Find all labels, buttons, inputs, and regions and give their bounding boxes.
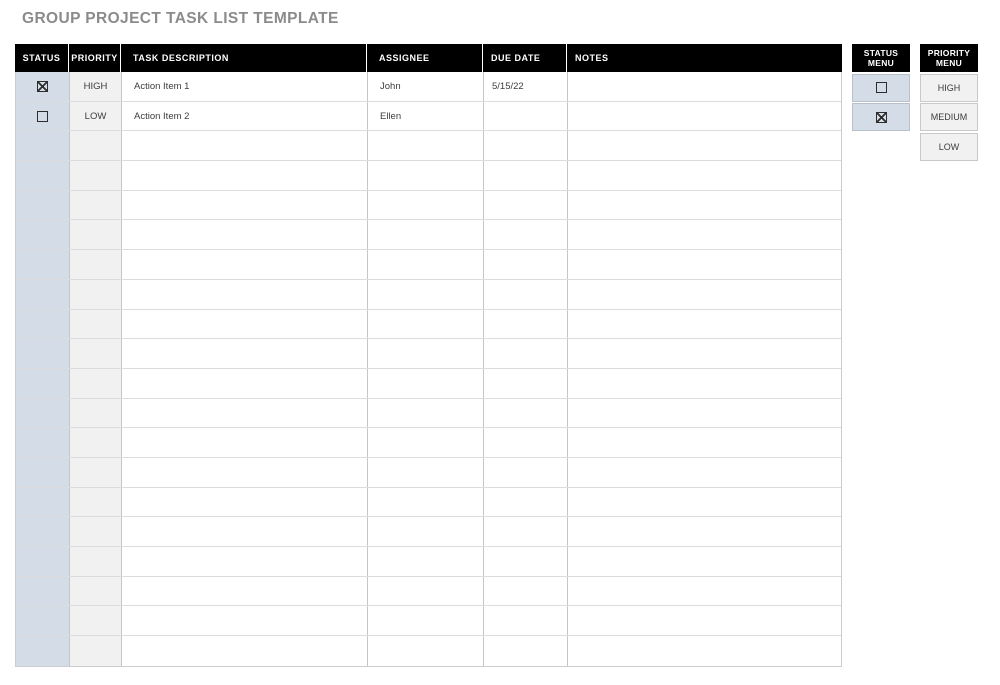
task-description-cell[interactable] [122,161,368,190]
notes-cell[interactable] [568,369,841,398]
status-cell[interactable] [16,369,70,398]
priority-cell[interactable] [70,369,122,398]
table-row [16,488,841,518]
task-description-cell[interactable] [122,250,368,279]
column-header-assignee: ASSIGNEE [367,44,483,72]
status-cell[interactable] [16,636,70,666]
status-cell[interactable] [16,250,70,279]
status-cell[interactable] [16,428,70,457]
table-row [16,606,841,636]
priority-cell[interactable] [70,280,122,309]
due-date-cell[interactable] [484,458,568,487]
priority-cell[interactable] [70,577,122,606]
status-cell[interactable] [16,339,70,368]
task-description-cell[interactable] [122,458,368,487]
notes-cell[interactable] [568,310,841,339]
status-menu-option-checked[interactable] [852,103,910,131]
due-date-cell[interactable] [484,250,568,279]
task-description-cell[interactable] [122,191,368,220]
column-header-notes: NOTES [575,53,609,63]
column-header-due-date: DUE DATE [483,44,567,72]
task-description-cell[interactable]: Action Item 1 [122,72,368,101]
due-date-cell[interactable] [484,577,568,606]
table-row [16,102,841,132]
table-row [16,636,841,666]
status-cell[interactable] [16,310,70,339]
task-description-cell[interactable] [122,547,368,576]
status-cell[interactable] [16,458,70,487]
due-date-cell[interactable] [484,339,568,368]
notes-cell[interactable] [568,280,841,309]
notes-cell[interactable] [568,191,841,220]
assignee-cell[interactable] [368,636,484,666]
status-cell[interactable] [16,606,70,635]
assignee-cell[interactable]: Ellen [368,102,484,131]
status-cell[interactable] [16,191,70,220]
priority-cell[interactable] [70,161,122,190]
table-row [16,458,841,488]
assignee-cell[interactable] [368,458,484,487]
assignee-cell[interactable] [368,428,484,457]
assignee-cell[interactable] [368,577,484,606]
status-menu-header: STATUS MENU [852,44,910,72]
assignee-cell[interactable] [368,369,484,398]
due-date-cell[interactable] [484,488,568,517]
table-row [16,220,841,250]
task-description-cell[interactable] [122,606,368,635]
priority-cell[interactable] [70,339,122,368]
checkbox-unchecked-icon [37,111,48,122]
status-menu [852,44,910,131]
due-date-cell[interactable] [484,606,568,635]
task-description-cell[interactable] [122,310,368,339]
status-cell[interactable] [16,488,70,517]
task-description-cell[interactable] [122,280,368,309]
status-cell[interactable] [16,280,70,309]
column-header-status: STATUS [15,44,69,72]
priority-cell[interactable] [70,458,122,487]
table-row [16,280,841,310]
table-row [16,399,841,429]
assignee-cell[interactable]: John [368,72,484,101]
task-description-cell[interactable] [122,399,368,428]
notes-cell[interactable] [568,250,841,279]
assignee-cell[interactable] [368,339,484,368]
notes-cell[interactable] [568,636,841,666]
notes-cell[interactable] [568,102,841,131]
table-row [16,131,841,161]
table-row [16,72,841,102]
notes-cell[interactable] [568,488,841,517]
notes-cell[interactable] [568,428,841,457]
status-cell[interactable] [16,517,70,546]
assignee-cell[interactable] [368,517,484,546]
notes-cell[interactable] [568,606,841,635]
due-date-cell[interactable] [484,369,568,398]
status-cell[interactable] [16,102,70,131]
status-cell[interactable] [16,220,70,249]
task-description-cell[interactable] [122,131,368,160]
task-table-body [15,72,842,667]
table-row [16,191,841,221]
priority-cell[interactable] [70,250,122,279]
due-date-cell[interactable] [484,517,568,546]
table-row [16,310,841,340]
priority-cell[interactable] [70,606,122,635]
due-date-cell[interactable]: 5/15/22 [484,72,568,101]
priority-menu [920,44,978,161]
notes-cell[interactable] [568,547,841,576]
task-description-cell[interactable] [122,517,368,546]
priority-cell[interactable] [70,517,122,546]
assignee-cell[interactable] [368,250,484,279]
task-description-cell[interactable] [122,488,368,517]
priority-menu-option-high[interactable]: HIGH [920,74,978,102]
due-date-cell[interactable] [484,131,568,160]
checkbox-checked-icon [876,112,887,123]
due-date-cell[interactable] [484,102,568,131]
priority-cell[interactable] [70,310,122,339]
priority-cell[interactable] [70,547,122,576]
task-description-cell[interactable] [122,220,368,249]
due-date-cell[interactable] [484,547,568,576]
assignee-cell[interactable] [368,310,484,339]
due-date-cell[interactable] [484,280,568,309]
priority-cell[interactable] [70,636,122,666]
task-description-cell[interactable] [122,428,368,457]
checkbox-checked-icon [37,81,48,92]
due-date-cell[interactable] [484,310,568,339]
notes-cell[interactable] [568,72,841,101]
assignee-cell[interactable] [368,547,484,576]
notes-cell[interactable] [568,458,841,487]
task-description-cell[interactable] [122,339,368,368]
priority-cell[interactable] [70,131,122,160]
task-description-cell[interactable] [122,577,368,606]
assignee-cell[interactable] [368,131,484,160]
table-row [16,517,841,547]
priority-menu-option-low[interactable]: LOW [920,133,978,161]
task-table [15,44,842,667]
task-table-header [15,44,842,72]
priority-cell[interactable] [70,399,122,428]
priority-cell[interactable] [70,191,122,220]
notes-cell[interactable] [568,131,841,160]
table-row [16,250,841,280]
column-header-priority: PRIORITY [69,44,121,72]
assignee-cell[interactable] [368,280,484,309]
table-row [16,161,841,191]
due-date-cell[interactable] [484,636,568,666]
priority-cell[interactable]: HIGH [70,72,122,101]
checkbox-unchecked-icon [876,82,887,93]
priority-cell[interactable] [70,220,122,249]
assignee-cell[interactable] [368,191,484,220]
column-header-task-description: TASK DESCRIPTION [121,44,367,72]
notes-cell[interactable] [568,161,841,190]
assignee-cell[interactable] [368,606,484,635]
table-row [16,547,841,577]
table-row [16,428,841,458]
status-cell[interactable] [16,399,70,428]
task-description-cell[interactable] [122,369,368,398]
due-date-cell[interactable] [484,399,568,428]
assignee-cell[interactable] [368,488,484,517]
notes-cell[interactable] [568,517,841,546]
priority-cell[interactable] [70,488,122,517]
priority-cell[interactable] [70,428,122,457]
page-title: GROUP PROJECT TASK LIST TEMPLATE [22,10,339,27]
due-date-cell[interactable] [484,220,568,249]
assignee-cell[interactable] [368,220,484,249]
table-row [16,369,841,399]
due-date-cell[interactable] [484,161,568,190]
notes-cell[interactable] [568,220,841,249]
status-cell[interactable] [16,161,70,190]
status-cell[interactable] [16,547,70,576]
status-cell[interactable] [16,131,70,160]
priority-menu-option-medium[interactable]: MEDIUM [920,103,978,131]
notes-cell[interactable] [568,339,841,368]
assignee-cell[interactable] [368,399,484,428]
status-cell[interactable] [16,577,70,606]
notes-cell[interactable] [568,399,841,428]
status-cell[interactable] [16,72,70,101]
notes-cell[interactable] [568,577,841,606]
task-description-cell[interactable]: Action Item 2 [122,102,368,131]
priority-menu-header: PRIORITY MENU [920,44,978,72]
table-row [16,577,841,607]
status-menu-option-unchecked[interactable] [852,74,910,102]
assignee-cell[interactable] [368,161,484,190]
task-description-cell[interactable] [122,636,368,666]
table-row [16,339,841,369]
priority-cell[interactable]: LOW [70,102,122,131]
due-date-cell[interactable] [484,191,568,220]
due-date-cell[interactable] [484,428,568,457]
